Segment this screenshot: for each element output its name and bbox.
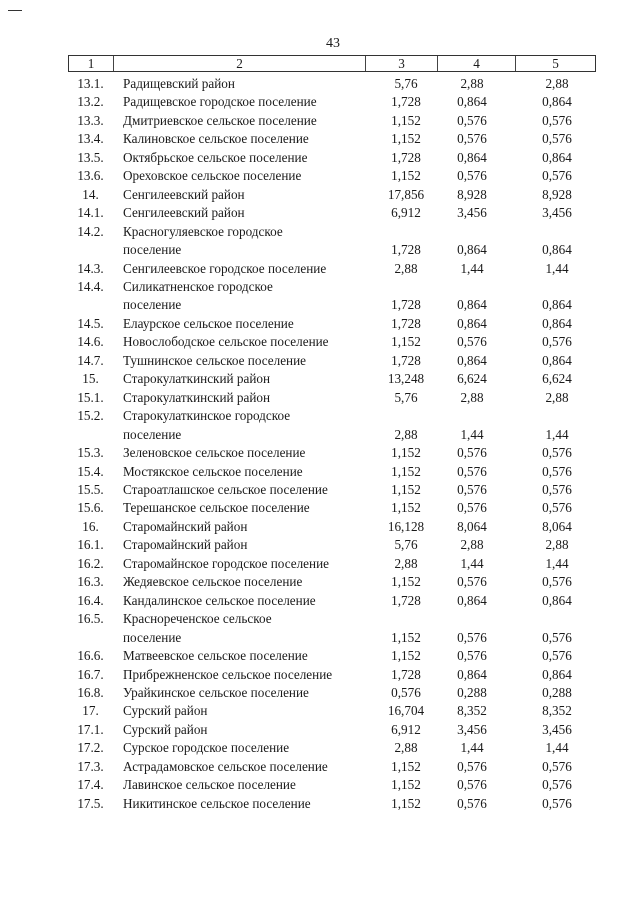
value-col-4: 0,576 [457, 648, 487, 664]
row-number: 13.6. [77, 168, 104, 184]
row-name: Красногуляевское городское поселение [123, 223, 283, 258]
value-col-5: 0,576 [542, 574, 572, 590]
value-col-5: 0,576 [542, 334, 572, 350]
header-col-1: 1 [69, 56, 114, 71]
row-number: 17. [82, 703, 99, 719]
value-col-4: 3,456 [457, 205, 487, 221]
value-col-3: 17,856 [387, 186, 425, 202]
value-col-4: 0,576 [457, 131, 487, 147]
value-col-4: 8,928 [457, 186, 487, 202]
row-name: Дмитриевское сельское поселение [123, 112, 317, 128]
table-row [0, 333, 640, 351]
value-col-5: 0,864 [542, 592, 572, 608]
value-col-3: 1,152 [391, 795, 421, 811]
value-col-4: 0,864 [457, 315, 487, 331]
value-col-3: 1,728 [391, 352, 421, 368]
table-header [68, 55, 596, 72]
value-col-4: 0,576 [457, 445, 487, 461]
row-number: 15.2. [77, 408, 104, 424]
value-col-4: 8,064 [457, 518, 487, 534]
row-number: 14.1. [77, 205, 104, 221]
table-row [0, 352, 640, 370]
row-number: 15.3. [77, 445, 104, 461]
value-col-5: 3,456 [542, 205, 572, 221]
row-number: 16.1. [77, 537, 104, 553]
table-row [0, 573, 640, 591]
value-col-4: 0,288 [457, 684, 487, 700]
value-col-4: 0,576 [457, 112, 487, 128]
row-name: Сенгилеевское городское поселение [123, 260, 327, 276]
table-row [0, 112, 640, 130]
value-col-3: 16,704 [387, 703, 425, 719]
row-number: 14.4. [77, 278, 104, 294]
row-number: 15. [82, 371, 99, 387]
value-col-3: 13,248 [387, 371, 425, 387]
value-col-4: 1,44 [460, 426, 484, 442]
table-row [0, 702, 640, 720]
value-col-5: 0,864 [542, 666, 572, 682]
value-col-3: 5,76 [394, 537, 418, 553]
value-col-4: 0,864 [457, 297, 487, 313]
row-number: 17.2. [77, 740, 104, 756]
row-name: Сурское городское поселение [123, 740, 290, 756]
table-row [0, 167, 640, 185]
row-number: 15.4. [77, 463, 104, 479]
value-col-3: 1,152 [391, 445, 421, 461]
value-col-3: 1,728 [391, 149, 421, 165]
value-col-3: 16,128 [387, 518, 425, 534]
row-name: Ореховское сельское поселение [123, 168, 302, 184]
value-col-4: 0,576 [457, 168, 487, 184]
table-row [0, 278, 640, 315]
value-col-3: 1,152 [391, 777, 421, 793]
value-col-3: 1,152 [391, 463, 421, 479]
row-number: 16.8. [77, 684, 104, 700]
row-number: 14.7. [77, 352, 104, 368]
value-col-5: 3,456 [542, 721, 572, 737]
value-col-5: 0,576 [542, 648, 572, 664]
table-row [0, 315, 640, 333]
row-number: 14.2. [77, 223, 104, 239]
value-col-4: 8,352 [457, 703, 487, 719]
value-col-5: 0,864 [542, 94, 572, 110]
row-name: Никитинское сельское поселение [123, 795, 311, 811]
value-col-4: 0,576 [457, 777, 487, 793]
row-name: Лавинское сельское поселение [123, 777, 296, 793]
row-number: 13.3. [77, 112, 104, 128]
table-row [0, 75, 640, 93]
table-row [0, 463, 640, 481]
row-name: Октябрьское сельское поселение [123, 149, 308, 165]
row-number: 15.5. [77, 481, 104, 497]
value-col-5: 2,88 [545, 76, 569, 91]
table-row [0, 647, 640, 665]
header-col-3: 3 [366, 56, 438, 71]
row-name: Жедяевское сельское поселение [123, 574, 303, 590]
row-name: Новослободское сельское поселение [123, 334, 329, 350]
table-row [0, 758, 640, 776]
table-row [0, 204, 640, 222]
value-col-5: 0,864 [542, 149, 572, 165]
row-number: 14.3. [77, 260, 104, 276]
row-number: 16.4. [77, 592, 104, 608]
table-row [0, 260, 640, 278]
table-row [0, 407, 640, 444]
row-number: 17.1. [77, 721, 104, 737]
row-name: Старокулаткинский район [123, 389, 271, 405]
table-row [0, 370, 640, 388]
value-col-3: 1,152 [391, 112, 421, 128]
value-col-3: 1,728 [391, 592, 421, 608]
table-row [0, 518, 640, 536]
table-row [0, 776, 640, 794]
value-col-4: 2,88 [460, 76, 484, 91]
row-name: Старомайнский район [123, 537, 248, 553]
header-col-4: 4 [438, 56, 516, 71]
value-col-5: 0,288 [542, 684, 572, 700]
value-col-4: 0,576 [457, 795, 487, 811]
value-col-3: 1,152 [391, 648, 421, 664]
row-name: Старомайнское городское поселение [123, 555, 329, 571]
value-col-3: 1,152 [391, 574, 421, 590]
value-col-3: 1,728 [391, 297, 421, 313]
table-row [0, 223, 640, 260]
row-number: 16.7. [77, 666, 104, 682]
value-col-4: 2,88 [460, 537, 484, 553]
value-col-4: 0,576 [457, 758, 487, 774]
value-col-5: 0,576 [542, 463, 572, 479]
value-col-5: 8,928 [542, 186, 572, 202]
table-row [0, 444, 640, 462]
table-row [0, 499, 640, 517]
value-col-4: 0,576 [457, 481, 487, 497]
row-number: 13.5. [77, 149, 104, 165]
row-name: Елаурское сельское поселение [123, 315, 294, 331]
table-row [0, 555, 640, 573]
value-col-4: 0,576 [457, 463, 487, 479]
table-row [0, 721, 640, 739]
row-number: 14. [82, 186, 99, 202]
table-row [0, 592, 640, 610]
value-col-5: 8,064 [542, 518, 572, 534]
table-row [0, 536, 640, 554]
value-col-4: 0,864 [457, 149, 487, 165]
value-col-5: 8,352 [542, 703, 572, 719]
value-col-3: 1,728 [391, 666, 421, 682]
value-col-5: 2,88 [545, 389, 569, 405]
value-col-5: 1,44 [545, 426, 569, 442]
row-number: 14.6. [77, 334, 104, 350]
value-col-4: 1,44 [460, 555, 484, 571]
row-number: 13.2. [77, 94, 104, 110]
value-col-3: 1,152 [391, 334, 421, 350]
value-col-3: 5,76 [394, 389, 418, 405]
table-body [0, 75, 640, 813]
table-row [0, 684, 640, 702]
value-col-5: 0,864 [542, 315, 572, 331]
value-col-4: 0,864 [457, 94, 487, 110]
value-col-4: 0,864 [457, 242, 487, 258]
value-col-4: 0,864 [457, 592, 487, 608]
row-name: Астрадамовское сельское поселение [123, 758, 328, 774]
value-col-3: 1,152 [391, 131, 421, 147]
value-col-3: 1,152 [391, 481, 421, 497]
row-name: Зеленовское сельское поселение [123, 445, 306, 461]
value-col-5: 2,88 [545, 537, 569, 553]
table-row [0, 130, 640, 148]
value-col-5: 0,576 [542, 629, 572, 645]
value-col-4: 0,576 [457, 334, 487, 350]
value-col-4: 1,44 [460, 260, 484, 276]
row-name: Краснореченское сельское поселение [123, 611, 272, 645]
value-col-5: 0,864 [542, 242, 572, 258]
row-name: Терешанское сельское поселение [123, 500, 310, 516]
table-row [0, 795, 640, 813]
value-col-5: 0,576 [542, 445, 572, 461]
value-col-3: 5,76 [394, 76, 418, 91]
scan-mark [8, 10, 22, 11]
table-row [0, 186, 640, 204]
row-number: 13.1. [77, 76, 104, 91]
row-number: 17.4. [77, 777, 104, 793]
value-col-5: 1,44 [545, 740, 569, 756]
value-col-3: 6,912 [391, 721, 421, 737]
value-col-5: 0,576 [542, 481, 572, 497]
table-row [0, 739, 640, 757]
row-number: 15.1. [77, 389, 104, 405]
row-name: Старокулаткинское городское поселение [123, 408, 291, 442]
value-col-4: 0,864 [457, 352, 487, 368]
row-name: Сурский район [123, 721, 208, 737]
value-col-3: 2,88 [394, 740, 418, 756]
value-col-3: 1,728 [391, 242, 421, 258]
value-col-3: 1,152 [391, 500, 421, 516]
value-col-3: 1,152 [391, 168, 421, 184]
value-col-5: 0,576 [542, 795, 572, 811]
value-col-3: 2,88 [394, 260, 418, 276]
row-number: 16. [82, 518, 99, 534]
value-col-4: 0,576 [457, 500, 487, 516]
value-col-5: 0,576 [542, 112, 572, 128]
row-name: Силикатненское городское поселение [123, 278, 273, 313]
row-name: Тушнинское сельское поселение [123, 352, 307, 368]
row-number: 14.5. [77, 315, 104, 331]
table-row [0, 93, 640, 111]
value-col-5: 0,576 [542, 777, 572, 793]
value-col-5: 6,624 [542, 371, 572, 387]
page-number: 43 [326, 36, 340, 51]
value-col-5: 0,864 [542, 352, 572, 368]
row-number: 16.5. [77, 611, 104, 627]
row-number: 17.3. [77, 758, 104, 774]
value-col-5: 0,576 [542, 758, 572, 774]
row-name: Радищевское городское поселение [123, 94, 317, 110]
row-name: Старомайнский район [123, 518, 248, 534]
value-col-5: 1,44 [545, 555, 569, 571]
value-col-3: 1,152 [391, 758, 421, 774]
row-name: Сенгилеевский район [123, 205, 245, 221]
value-col-3: 6,912 [391, 205, 421, 221]
value-col-5: 0,576 [542, 500, 572, 516]
value-col-3: 0,576 [391, 684, 421, 700]
header-col-2: 2 [114, 56, 366, 71]
row-name: Староатлашское сельское поселение [123, 481, 328, 497]
table-row [0, 610, 640, 647]
value-col-3: 2,88 [394, 555, 418, 571]
row-name: Старокулаткинский район [123, 371, 271, 387]
value-col-5: 0,864 [542, 297, 572, 313]
row-number: 15.6. [77, 500, 104, 516]
table-row [0, 389, 640, 407]
row-name: Прибрежненское сельское поселение [123, 666, 333, 682]
row-name: Матвеевское сельское поселение [123, 648, 308, 664]
row-number: 16.2. [77, 555, 104, 571]
row-name: Сурский район [123, 703, 208, 719]
value-col-4: 3,456 [457, 721, 487, 737]
row-name: Кандалинское сельское поселение [123, 592, 316, 608]
row-name: Радищевский район [123, 76, 235, 91]
value-col-3: 2,88 [394, 426, 418, 442]
value-col-3: 1,728 [391, 315, 421, 331]
row-name: Мостякское сельское поселение [123, 463, 303, 479]
row-number: 17.5. [77, 795, 104, 811]
row-number: 13.4. [77, 131, 104, 147]
row-name: Калиновское сельское поселение [123, 131, 309, 147]
value-col-5: 0,576 [542, 168, 572, 184]
value-col-4: 0,576 [457, 574, 487, 590]
value-col-4: 2,88 [460, 389, 484, 405]
row-number: 16.3. [77, 574, 104, 590]
value-col-4: 0,864 [457, 666, 487, 682]
table-row [0, 666, 640, 684]
header-col-5: 5 [552, 56, 559, 71]
row-name: Сенгилеевский район [123, 186, 245, 202]
row-name: Урайкинское сельское поселение [123, 684, 309, 700]
row-number: 16.6. [77, 648, 104, 664]
value-col-5: 0,576 [542, 131, 572, 147]
value-col-4: 1,44 [460, 740, 484, 756]
value-col-3: 1,152 [391, 629, 421, 645]
value-col-5: 1,44 [545, 260, 569, 276]
table-row [0, 149, 640, 167]
value-col-3: 1,728 [391, 94, 421, 110]
table-row [0, 481, 640, 499]
value-col-4: 6,624 [457, 371, 487, 387]
value-col-4: 0,576 [457, 629, 487, 645]
